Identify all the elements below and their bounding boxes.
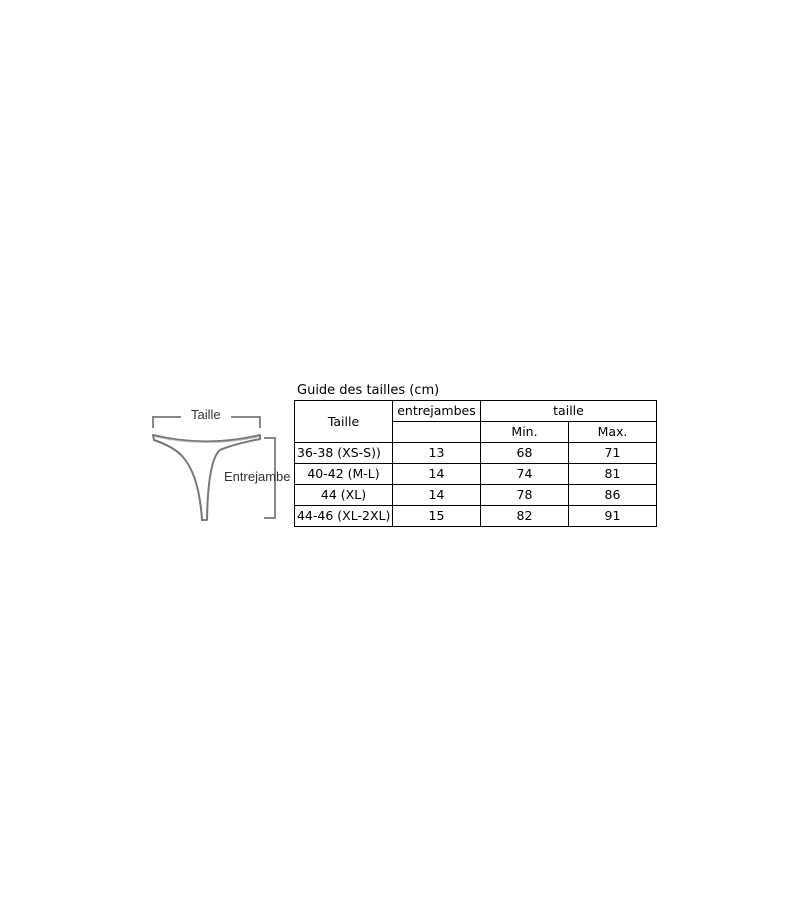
header-crotch-empty — [393, 422, 481, 443]
row-max: 71 — [569, 443, 657, 464]
waist-label: Taille — [191, 407, 221, 422]
row-size: 44-46 (XL-2XL) — [295, 506, 393, 527]
row-crotch: 14 — [393, 485, 481, 506]
size-guide-title: Guide des tailles (cm) — [297, 383, 440, 398]
size-table — [294, 400, 657, 527]
header-size: Taille — [295, 401, 393, 443]
measurement-diagram — [148, 404, 290, 526]
table-row — [295, 506, 657, 527]
table-header-row — [295, 401, 657, 422]
row-crotch: 15 — [393, 506, 481, 527]
crotch-label: Entrejambe — [224, 469, 291, 484]
table-row — [295, 485, 657, 506]
thong-outline-icon — [148, 404, 290, 526]
row-crotch: 13 — [393, 443, 481, 464]
size-guide — [294, 382, 657, 527]
row-size: 36-38 (XS-S)) — [295, 443, 393, 464]
row-min: 78 — [481, 485, 569, 506]
table-row — [295, 464, 657, 485]
header-min: Min. — [481, 422, 569, 443]
row-size: 44 (XL) — [295, 485, 393, 506]
header-max: Max. — [569, 422, 657, 443]
row-size: 40-42 (M-L) — [295, 464, 393, 485]
row-max: 81 — [569, 464, 657, 485]
row-crotch: 14 — [393, 464, 481, 485]
row-max: 91 — [569, 506, 657, 527]
header-waist: taille — [481, 401, 657, 422]
table-row — [295, 443, 657, 464]
row-min: 82 — [481, 506, 569, 527]
row-min: 68 — [481, 443, 569, 464]
row-min: 74 — [481, 464, 569, 485]
row-max: 86 — [569, 485, 657, 506]
header-crotch: entrejambes — [393, 401, 481, 422]
